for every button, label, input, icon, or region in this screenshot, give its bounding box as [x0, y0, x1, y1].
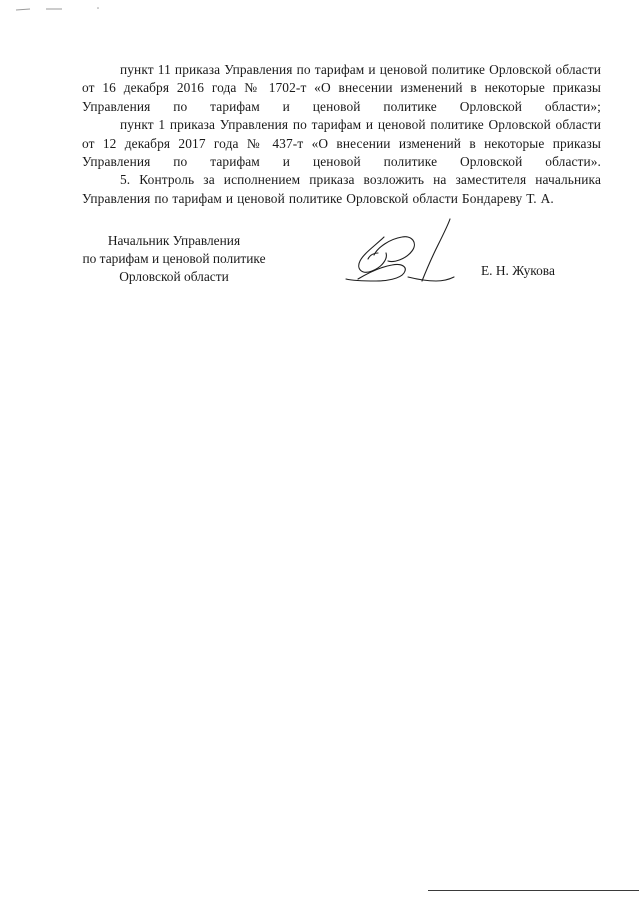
- scan-artifact-marks: [12, 4, 122, 14]
- signer-name: Е. Н. Жукова: [481, 263, 555, 278]
- position-line-2: по тарифам и ценовой политике: [82, 251, 266, 266]
- paragraph-item-1: пункт 1 приказа Управления по тарифам и ценовой политике Орловской области от 12 декабря 2017 года № 437-т «О внесении изменений в некоторые приказы Управления по тарифам и ценовой политике Орловской области».: [82, 117, 601, 170]
- document-body: [82, 61, 601, 208]
- paragraph-control-clause: 5. Контроль за исполнением приказа возложить на заместителя начальника Управления по тарифам и ценовой политике Орловской области Бондареву Т. А.: [82, 172, 601, 206]
- handwritten-signature: [338, 215, 468, 295]
- position-line-1: Начальник Управления: [107, 233, 241, 248]
- signatory-position: [74, 232, 274, 286]
- paragraph-item-11: пункт 11 приказа Управления по тарифам и ценовой политике Орловской области от 16 декабря 2016 года № 1702-т «О внесении изменений в некоторые приказы Управления по тарифам и ценовой политике Орловской области»;: [82, 62, 601, 114]
- page-edge-line: [428, 890, 639, 891]
- position-line-3: Орловской области: [119, 269, 229, 284]
